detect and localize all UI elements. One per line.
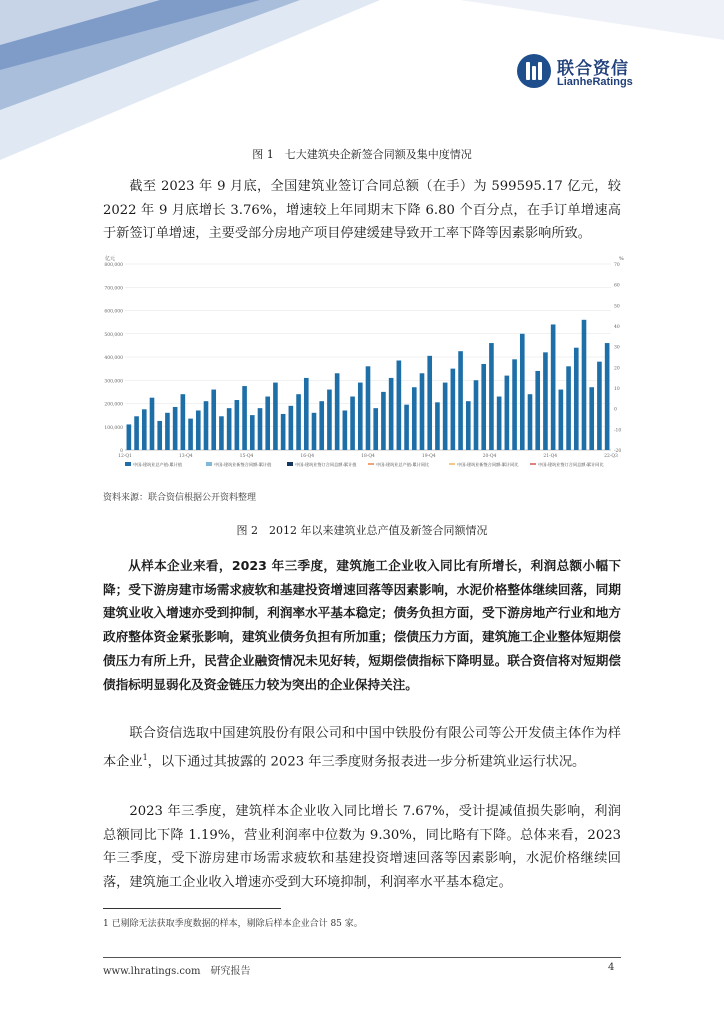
bar-total-output <box>412 387 417 450</box>
bar-total-output <box>350 397 355 450</box>
bar-total-output <box>304 378 309 450</box>
left-axis-unit: 亿元 <box>105 256 116 262</box>
bar-total-output <box>528 394 533 450</box>
paragraph-contract-total: 截至 2023 年 9 月底，全国建筑业签订合同总额（在手）为 599595.17 亿元，较 2022 年 9 月底增长 3.76%，增速较上年同期末下降 6.80 个百分点，在手订单增速高于新签订单增速，主要受部分房地产项目停建缓建导致开工率下降等因素影响所致。 <box>103 179 621 242</box>
bar-total-output <box>296 394 301 450</box>
bar-total-output <box>327 390 332 450</box>
page-number: 4 <box>608 962 615 973</box>
left-tick-label: 400,000 <box>104 356 123 361</box>
bar-total-output <box>489 343 494 450</box>
paragraph-q3-results: 2023 年三季度，建筑样本企业收入同比增长 7.67%，受计提减值损失影响，利润总额同比下降 1.19%，营业利润率中位数为 9.30%，同比略有下降。总体来看，2023 年三季度，受下游房建市场需求疲软和基建投资增速回落等因素影响，水泥价格继续回落，建筑施工企业收入增速亦受到大环境抑制，利润率水平基本稳定。 <box>103 804 621 891</box>
legend-label: 中国:建筑业签订合同总额:累计同比 <box>538 462 604 467</box>
bar-total-output <box>281 414 286 450</box>
x-tick-label: 20-Q4 <box>482 454 497 459</box>
left-tick-label: 500,000 <box>104 332 123 338</box>
bar-total-output <box>289 406 294 450</box>
bar-total-output <box>343 410 348 450</box>
bar-total-output <box>165 413 170 450</box>
bar-total-output <box>235 400 240 450</box>
legend-label: 中国:建筑业签订合同总额:累计值 <box>295 462 357 467</box>
bar-total-output <box>589 387 594 450</box>
bar-total-output <box>451 369 456 450</box>
bar-total-output <box>566 366 571 450</box>
bar-total-output <box>250 415 255 450</box>
right-tick-label: 0 <box>614 407 617 413</box>
left-tick-label: 100,000 <box>104 425 123 431</box>
bar-total-output <box>211 390 216 450</box>
bar-total-output <box>265 397 270 450</box>
bar-total-output <box>219 416 224 450</box>
right-tick-label: -20 <box>614 449 622 454</box>
left-tick-label: 700,000 <box>104 286 123 292</box>
legend-swatch <box>125 462 131 466</box>
bar-total-output <box>381 392 386 450</box>
paragraph-sample-selection <box>103 722 621 774</box>
bar-total-output <box>605 343 610 450</box>
x-tick-label: 13-Q4 <box>178 454 193 459</box>
legend-label: 中国:建筑业新签合同额:累计同比 <box>457 462 519 467</box>
bar-total-output <box>366 366 371 450</box>
chart-source-note: 资料来源：联合资信根据公开资料整理 <box>103 493 257 503</box>
bar-total-output <box>335 373 340 450</box>
bar-total-output <box>435 402 440 450</box>
bar-total-output <box>458 351 463 450</box>
right-tick-label: 70 <box>614 263 620 268</box>
logo-english-name: LianheRatings <box>557 76 633 88</box>
bar-total-output <box>258 408 263 450</box>
paragraph-sample-selection-text-2: ，以下通过其披露的 2023 年三季度财务报表进一步分析建筑业运行状况。 <box>147 754 586 770</box>
bar-total-output <box>373 408 378 450</box>
bar-total-output <box>127 424 132 450</box>
bar-total-output <box>173 407 178 450</box>
bar-total-output <box>505 376 510 450</box>
left-tick-label: 600,000 <box>104 309 123 315</box>
legend-swatch <box>206 462 212 466</box>
bar-total-output <box>181 394 186 450</box>
bar-total-output <box>389 378 394 450</box>
bar-total-output <box>312 413 317 450</box>
right-tick-label: 20 <box>614 366 620 372</box>
bar-total-output <box>319 401 324 450</box>
bar-total-output <box>543 352 548 450</box>
bar-total-output <box>358 383 363 450</box>
bar-total-output <box>535 371 540 450</box>
bar-total-output <box>150 398 155 450</box>
bar-total-output <box>466 401 471 450</box>
bar-total-output <box>134 416 139 450</box>
figure1-caption: 图 1 七大建筑央企新签合同额及集中度情况 <box>252 148 472 161</box>
lianhe-logo <box>517 54 647 96</box>
bar-total-output <box>520 334 525 450</box>
bar-total-output <box>582 320 587 450</box>
legend-label: 中国:建筑业新签合同额:累计值 <box>214 462 272 467</box>
bar-total-output <box>196 410 201 450</box>
footer-divider <box>103 957 621 958</box>
bar-total-output <box>574 348 579 450</box>
figure2-caption: 图 2 2012 年以来建筑业总产值及新签合同额情况 <box>236 524 488 537</box>
bar-total-output <box>597 362 602 450</box>
x-tick-label: 15-Q4 <box>239 454 254 459</box>
bar-total-output <box>142 409 147 450</box>
right-tick-label: -10 <box>614 428 622 434</box>
paragraph-sample-selection-text: 联合资信选取中国建筑股份有限公司和中国中铁股份有限公司等公开发债主体作为样本企业 <box>103 726 621 770</box>
bar-total-output <box>481 364 486 450</box>
bar-total-output <box>427 356 432 450</box>
left-tick-label: 0 <box>120 449 123 454</box>
bar-total-output <box>404 405 409 450</box>
bar-total-output <box>551 324 556 450</box>
bar-total-output <box>512 359 517 450</box>
bar-total-output <box>559 390 564 450</box>
footnote: 1 已剔除无法获取季度数据的样本，剔除后样本企业合计 85 家。 <box>103 919 363 929</box>
right-axis-unit: % <box>619 256 624 262</box>
bar-total-output <box>204 401 209 450</box>
right-tick-label: 60 <box>614 283 620 289</box>
right-tick-label: 50 <box>614 304 620 310</box>
x-tick-label: 18-Q4 <box>361 454 375 459</box>
logo-mark-icon <box>517 54 551 88</box>
bar-total-output <box>227 408 232 450</box>
x-tick-label: 12-Q1 <box>118 454 132 459</box>
footer-site: www.lhratings.com 研究报告 <box>103 966 251 977</box>
legend-swatch <box>287 462 293 466</box>
bar-total-output <box>443 383 448 450</box>
legend-label: 中国:建筑业总产值:累计值 <box>133 462 182 467</box>
bar-total-output <box>242 386 247 450</box>
footnote-ref[interactable]: 1 <box>142 752 148 762</box>
left-tick-label: 300,000 <box>104 379 123 385</box>
construction-output-chart <box>103 254 629 476</box>
x-tick-label: 16-Q4 <box>300 454 315 459</box>
bar-total-output <box>420 373 425 450</box>
x-tick-label: 19-Q4 <box>421 454 436 459</box>
right-tick-label: 30 <box>614 345 620 351</box>
bar-total-output <box>188 419 193 450</box>
legend-label: 中国:建筑业总产值:累计同比 <box>376 462 430 467</box>
left-tick-label: 200,000 <box>104 402 123 408</box>
bar-total-output <box>474 380 479 450</box>
logo-chinese-name: 联合资信 <box>557 59 629 79</box>
bar-total-output <box>157 421 162 450</box>
bar-total-output <box>497 397 502 450</box>
x-tick-label: 21-Q4 <box>543 454 558 459</box>
paragraph-sample-summary: 从样本企业来看，2023 年三季度，建筑施工企业收入同比有所增长，利润总额小幅下降；受下游房建市场需求疲软和基建投资增速回落等因素影响，水泥价格整体继续回落，同期建筑业收入增速亦受到抑制，利润率水平基本稳定；债务负担方面，受下游房地产行业和地方政府整体资金紧张影响，建筑业债务负担有所加重；偿债压力方面，建筑施工企业整体短期偿债压力有所上升，民营企业融资情况未见好转，短期偿债指标下降明显。联合资信将对短期偿债指标明显弱化及资金链压力较为突出的企业保持关注。 <box>103 558 621 692</box>
bar-total-output <box>273 383 278 450</box>
footnote-divider <box>103 908 281 909</box>
x-tick-label: 22-Q3 <box>604 454 618 459</box>
right-tick-label: 10 <box>614 387 620 392</box>
left-tick-label: 800,000 <box>104 263 123 268</box>
bar-total-output <box>397 360 402 450</box>
right-tick-label: 40 <box>614 325 620 330</box>
